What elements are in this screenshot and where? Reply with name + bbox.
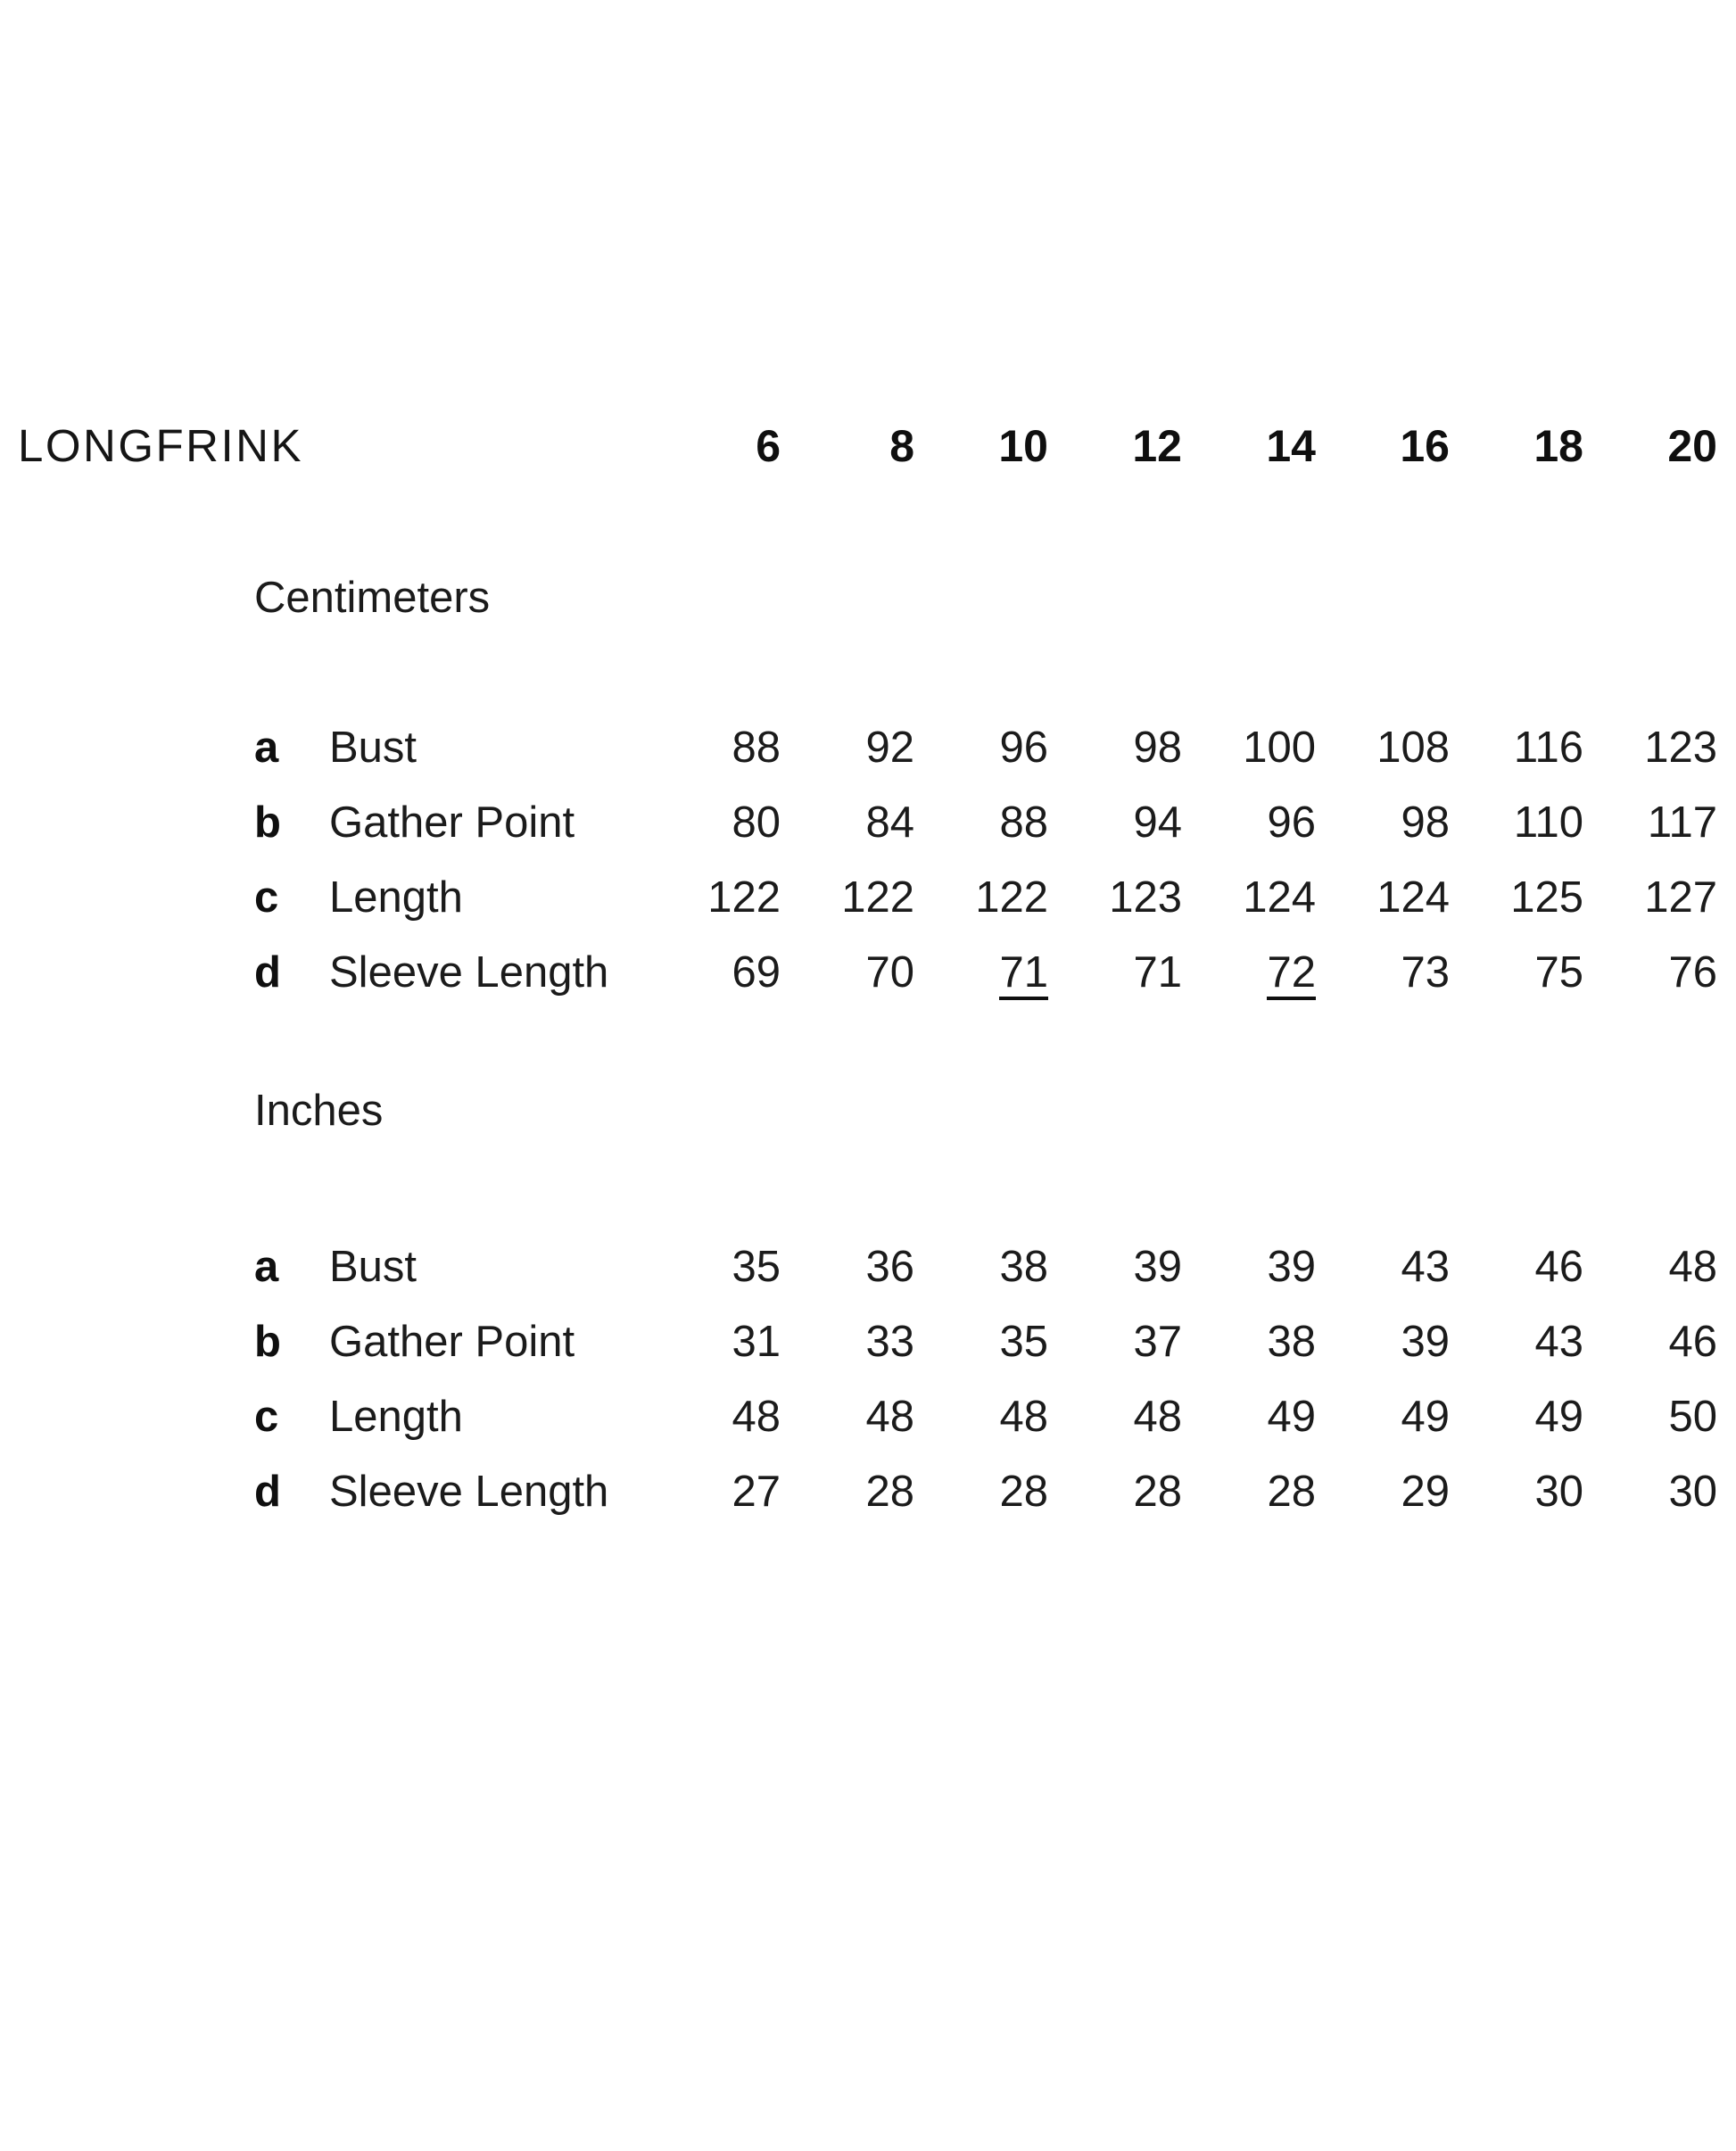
row-label-cell	[18, 1454, 647, 1529]
value-text: 96	[1267, 798, 1316, 847]
size-column-header: 8	[889, 421, 914, 471]
value-text: 50	[1668, 1393, 1717, 1441]
table-row-in-sleeve-length	[18, 1454, 1717, 1529]
size-column-header: 16	[1400, 421, 1450, 471]
product-title: LONGFRINK	[18, 420, 304, 471]
value-cell	[1182, 710, 1316, 785]
value-cell	[1316, 710, 1450, 785]
row-label: Length	[329, 873, 463, 922]
rows-block-centimeters	[18, 710, 1717, 1010]
value-cell	[1182, 935, 1316, 1010]
value-cell	[1316, 1379, 1450, 1454]
value-text: 108	[1376, 724, 1450, 772]
row-label: Bust	[329, 724, 417, 772]
value-cell	[1316, 935, 1450, 1010]
value-cell	[1316, 785, 1450, 860]
value-cell	[1182, 860, 1316, 935]
row-label: Sleeve Length	[329, 948, 609, 997]
value-text: 100	[1243, 724, 1316, 772]
size-header-row	[18, 415, 1717, 477]
value-text: 38	[1267, 1318, 1316, 1366]
value-text: 73	[1401, 948, 1450, 997]
value-cell	[1450, 1454, 1583, 1529]
value-cell	[1583, 1304, 1717, 1379]
value-cell	[914, 1379, 1048, 1454]
value-text: 30	[1668, 1468, 1717, 1516]
value-text: 28	[1133, 1468, 1182, 1516]
value-cell	[1316, 1229, 1450, 1304]
table-row-cm-sleeve-length	[18, 935, 1717, 1010]
value-cell	[914, 1229, 1048, 1304]
value-cell	[1048, 935, 1182, 1010]
section-heading-row-centimeters	[18, 567, 1714, 629]
value-cell	[1048, 710, 1182, 785]
row-letter: a	[254, 724, 279, 772]
value-cell	[1583, 1454, 1717, 1529]
value-text: 37	[1133, 1318, 1182, 1366]
value-cell	[647, 1229, 781, 1304]
value-text: 71	[999, 948, 1048, 1000]
value-text: 80	[732, 798, 781, 847]
value-text: 48	[1133, 1393, 1182, 1441]
value-text: 71	[1133, 948, 1182, 997]
value-cell	[781, 1304, 914, 1379]
value-text: 94	[1133, 798, 1182, 847]
value-text: 117	[1647, 798, 1717, 847]
size-column-header: 14	[1266, 421, 1316, 471]
value-cell	[781, 935, 914, 1010]
value-text: 92	[865, 724, 914, 772]
value-text: 28	[999, 1468, 1048, 1516]
value-cell	[1316, 860, 1450, 935]
value-cell	[781, 860, 914, 935]
value-text: 49	[1534, 1393, 1583, 1441]
value-cell	[914, 935, 1048, 1010]
value-cell	[781, 1229, 914, 1304]
row-label-cell	[18, 785, 647, 860]
value-cell	[1583, 1229, 1717, 1304]
value-cell	[1048, 1379, 1182, 1454]
table-row-in-length	[18, 1379, 1717, 1454]
row-label-cell	[18, 1379, 647, 1454]
value-cell	[781, 1454, 914, 1529]
size-column-header: 12	[1132, 421, 1182, 471]
value-text: 46	[1534, 1243, 1583, 1291]
value-cell	[1450, 1229, 1583, 1304]
table-row-in-gather-point	[18, 1304, 1717, 1379]
value-cell	[647, 1454, 781, 1529]
value-text: 29	[1401, 1468, 1450, 1516]
row-label: Bust	[329, 1243, 417, 1291]
row-letter: b	[254, 798, 281, 847]
value-cell	[1583, 935, 1717, 1010]
table-row-cm-length	[18, 860, 1717, 935]
value-cell	[1182, 1454, 1316, 1529]
value-cell	[1583, 1379, 1717, 1454]
value-text: 39	[1401, 1318, 1450, 1366]
row-letter: b	[254, 1318, 281, 1366]
value-cell	[647, 1379, 781, 1454]
value-cell	[914, 1454, 1048, 1529]
value-cell	[1048, 1229, 1182, 1304]
value-cell	[1182, 785, 1316, 860]
value-cell	[914, 785, 1048, 860]
row-letter: d	[254, 948, 281, 997]
value-cell	[1182, 1379, 1316, 1454]
value-text: 84	[865, 798, 914, 847]
value-text: 70	[865, 948, 914, 997]
row-label-cell	[18, 1229, 647, 1304]
value-text: 35	[732, 1243, 781, 1291]
value-cell	[647, 860, 781, 935]
value-text: 43	[1401, 1243, 1450, 1291]
measurement-sections	[18, 567, 1717, 1529]
value-cell	[647, 785, 781, 860]
value-text: 46	[1668, 1318, 1717, 1366]
value-text: 48	[865, 1393, 914, 1441]
value-cell	[1048, 860, 1182, 935]
row-letter: c	[254, 1393, 279, 1441]
row-label: Gather Point	[329, 798, 575, 847]
value-text: 48	[1668, 1243, 1717, 1291]
row-letter: d	[254, 1468, 281, 1516]
value-text: 27	[732, 1468, 781, 1516]
value-cell	[914, 710, 1048, 785]
section-heading-row-inches	[18, 1080, 1714, 1142]
table-row-cm-bust	[18, 710, 1717, 785]
value-cell	[1450, 935, 1583, 1010]
row-label-cell	[18, 935, 647, 1010]
size-chart-page	[0, 415, 1736, 1529]
value-cell	[781, 1379, 914, 1454]
size-column-header: 20	[1667, 421, 1717, 471]
value-text: 127	[1644, 873, 1717, 922]
value-cell	[1450, 860, 1583, 935]
row-label-cell	[18, 860, 647, 935]
value-cell	[1450, 710, 1583, 785]
section-heading-inches: Inches	[254, 1087, 384, 1135]
value-text: 48	[999, 1393, 1048, 1441]
value-cell	[914, 860, 1048, 935]
table-row-in-bust	[18, 1229, 1717, 1304]
value-cell	[1450, 785, 1583, 860]
row-label: Length	[329, 1393, 463, 1441]
value-cell	[647, 710, 781, 785]
value-cell	[914, 1304, 1048, 1379]
value-text: 49	[1401, 1393, 1450, 1441]
row-letter: c	[254, 873, 279, 922]
value-text: 31	[732, 1318, 781, 1366]
value-cell	[1048, 1304, 1182, 1379]
value-text: 88	[732, 724, 781, 772]
value-text: 124	[1243, 873, 1316, 922]
row-label-cell	[18, 710, 647, 785]
size-column-header: 18	[1533, 421, 1583, 471]
row-letter: a	[254, 1243, 279, 1291]
value-text: 69	[732, 948, 781, 997]
value-text: 116	[1513, 724, 1583, 772]
section-heading-centimeters: Centimeters	[254, 574, 491, 622]
value-cell	[1316, 1304, 1450, 1379]
value-text: 72	[1267, 948, 1316, 1000]
value-text: 38	[999, 1243, 1048, 1291]
value-cell	[647, 935, 781, 1010]
value-cell	[1450, 1379, 1583, 1454]
value-text: 122	[841, 873, 914, 922]
value-cell	[1182, 1304, 1316, 1379]
value-cell	[1048, 785, 1182, 860]
value-text: 125	[1510, 873, 1583, 922]
value-text: 123	[1109, 873, 1182, 922]
value-text: 39	[1133, 1243, 1182, 1291]
row-label: Sleeve Length	[329, 1468, 609, 1516]
value-cell	[647, 1304, 781, 1379]
value-text: 49	[1267, 1393, 1316, 1441]
size-column-header: 6	[756, 421, 781, 471]
value-text: 88	[999, 798, 1048, 847]
value-cell	[1450, 1304, 1583, 1379]
value-cell	[1048, 1454, 1182, 1529]
value-text: 39	[1267, 1243, 1316, 1291]
value-text: 98	[1133, 724, 1182, 772]
value-text: 75	[1534, 948, 1583, 997]
value-text: 28	[865, 1468, 914, 1516]
row-label-cell	[18, 1304, 647, 1379]
value-cell	[1583, 710, 1717, 785]
value-cell	[781, 710, 914, 785]
value-text: 123	[1644, 724, 1717, 772]
value-text: 76	[1668, 948, 1717, 997]
value-text: 33	[865, 1318, 914, 1366]
value-text: 124	[1376, 873, 1450, 922]
value-text: 122	[707, 873, 781, 922]
value-text: 43	[1534, 1318, 1583, 1366]
value-text: 30	[1534, 1468, 1583, 1516]
value-text: 35	[999, 1318, 1048, 1366]
value-text: 122	[975, 873, 1048, 922]
value-cell	[1583, 860, 1717, 935]
value-cell	[1182, 1229, 1316, 1304]
value-cell	[781, 785, 914, 860]
value-cell	[1316, 1454, 1450, 1529]
value-text: 96	[999, 724, 1048, 772]
rows-block-inches	[18, 1229, 1717, 1529]
value-text: 110	[1513, 798, 1583, 847]
row-label: Gather Point	[329, 1318, 575, 1366]
value-cell	[1583, 785, 1717, 860]
value-text: 36	[865, 1243, 914, 1291]
size-column-header: 10	[998, 421, 1048, 471]
value-text: 48	[732, 1393, 781, 1441]
value-text: 28	[1267, 1468, 1316, 1516]
table-row-cm-gather-point	[18, 785, 1717, 860]
value-text: 98	[1401, 798, 1450, 847]
